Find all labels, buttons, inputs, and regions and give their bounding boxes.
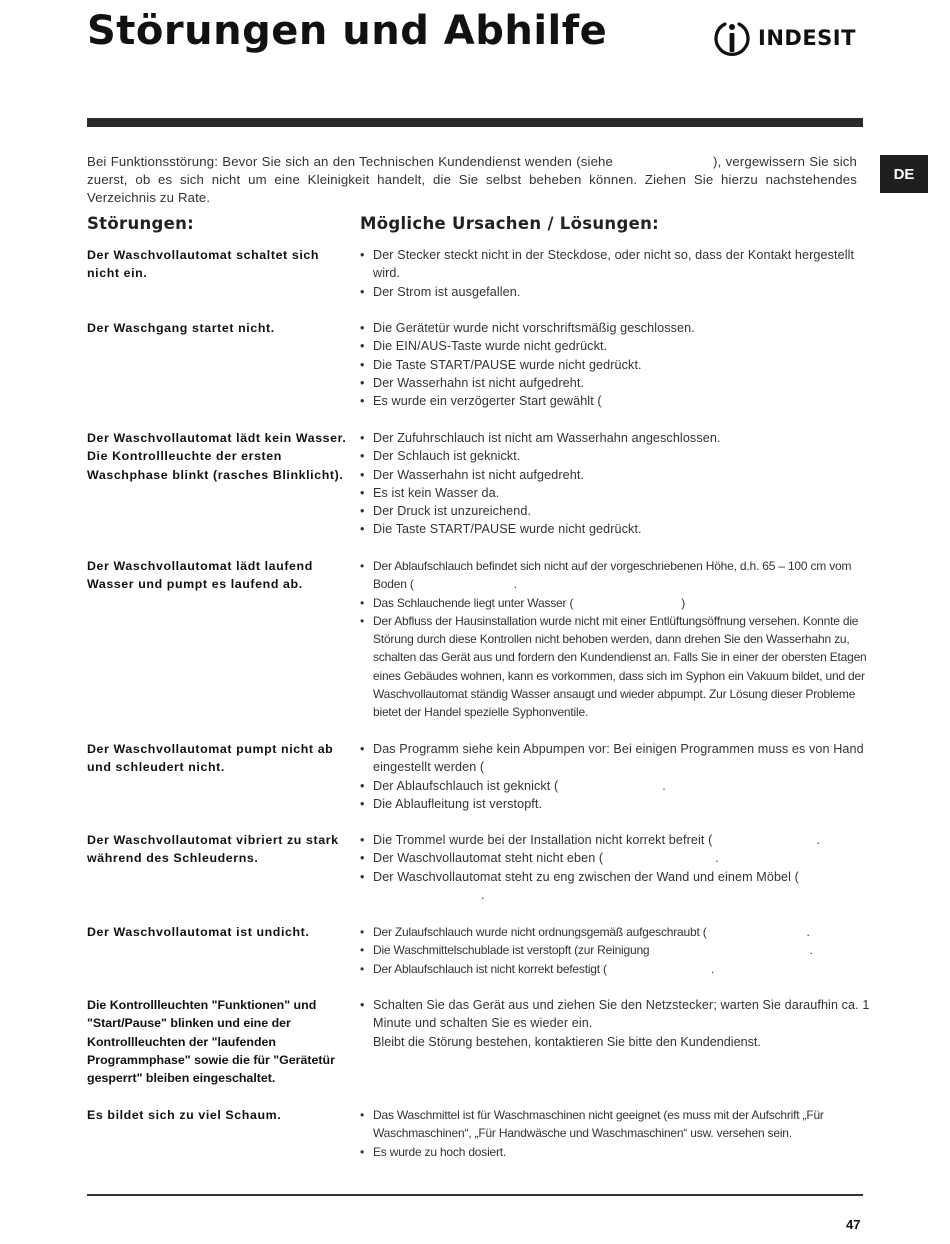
- cause-list: [360, 831, 870, 904]
- cause-item: • Der Wasserhahn ist nicht aufgedreht.: [360, 467, 585, 482]
- cause-item: • Der Zufuhrschlauch ist nicht am Wasserhahn angeschlossen.: [360, 431, 721, 445]
- cause-item: • Der Strom ist ausgefallen.: [360, 284, 521, 299]
- cause-item: • Der Stecker steckt nicht in der Steckdose, oder nicht so, dass der Kontakt hergestellt wird.: [360, 248, 855, 281]
- problem-text: Der Waschvollautomat schaltet sich nicht ein.: [87, 248, 320, 281]
- problems-heading: Störungen:: [87, 214, 195, 233]
- cause-item: • Es ist kein Wasser da.: [360, 485, 500, 500]
- cause-item: • Das Programm siehe kein Abpumpen vor: Bei einigen Programmen muss es von Hand eingestellt werden (: [360, 742, 864, 775]
- problem-text: Es bildet sich zu viel Schaum.: [87, 1108, 282, 1122]
- cause-item: • Es wurde zu hoch dosiert.: [360, 1144, 507, 1159]
- cause-item: • Der Ablaufschlauch befindet sich nicht auf der vorgeschriebenen Höhe, d.h. 65 – 100 cm vom Boden ( .: [360, 559, 852, 592]
- cause-item: • Es wurde ein verzögerter Start gewählt (: [360, 394, 602, 409]
- cause-list: [360, 246, 870, 301]
- cause-item: • Der Ablaufschlauch ist nicht korrekt befestigt ( .: [360, 961, 714, 976]
- cause-list: [360, 319, 870, 410]
- problem-text: Der Waschvollautomat ist undicht.: [87, 925, 310, 939]
- indesit-logo-icon: [712, 18, 752, 58]
- cause-item: • Das Schlauchende liegt unter Wasser ( ): [360, 595, 686, 610]
- cause-item: • Das Waschmittel ist für Waschmaschinen nicht geeignet (es muss mit der Aufschrift „Für Waschmaschinen“, „Für Handwäsche und Waschmaschinen“ usw. versehen sein.: [360, 1108, 824, 1141]
- problem-text: Der Waschvollautomat pumpt nicht ab und schleudert nicht.: [87, 742, 334, 775]
- cause-item: • Die Ablaufleitung ist verstopft.: [360, 796, 543, 811]
- page-number: 47: [846, 1217, 861, 1232]
- intro-part2: ), vergewissern Sie sich zuerst, ob es sich nicht um eine Kleinigkeit handelt, die Sie selbst beheben können. Ziehen Sie hierzu nachstehendes Verzeichnis zu Rate.: [87, 154, 857, 205]
- cause-item: • Die Taste START/PAUSE wurde nicht gedrückt.: [360, 357, 642, 372]
- cause-item: • Die Taste START/PAUSE wurde nicht gedrückt.: [360, 522, 642, 537]
- cause-list: [360, 996, 870, 1033]
- cause-list: [360, 429, 870, 539]
- intro-text: [87, 153, 857, 207]
- brand-logo: [712, 18, 856, 58]
- causes-heading: Mögliche Ursachen / Lösungen:: [360, 214, 660, 233]
- cause-item: • Der Ablaufschlauch ist geknickt ( .: [360, 778, 666, 793]
- problem-text: Die Kontrollleuchten "Funktionen" und "Start/Pause" blinken und eine der Kontrollleuchten der "laufenden Programmphase" sowie die für "Gerätetür gesperrt" bleiben eingeschaltet.: [87, 998, 335, 1086]
- cause-item: • Der Abfluss der Hausinstallation wurde nicht mit einer Entlüftungsöffnung versehen. Konnte die Störung durch diese Kontrollen nicht behoben werden, dann drehen Sie den Wasserhahn zu, schalten das Gerät aus und fordern den Kundendienst an. Falls Sie in einer der obersten Etagen eines Gebäudes wohnen, kann es vorkommen, dass sich im Syphon ein Vakuum bildet, und der Waschvollautomat ständig Wasser ansaugt und wieder abpumpt. Zur Lösung dieser Probleme bietet der Handel spezielle Syphonventile.: [360, 613, 867, 720]
- cause-list: [360, 923, 870, 978]
- cause-item: • Der Schlauch ist geknickt.: [360, 449, 521, 464]
- cause-item: • Der Waschvollautomat steht nicht eben ( .: [360, 851, 719, 866]
- header-rule: [87, 118, 863, 127]
- cause-item: • Der Waschvollautomat steht zu eng zwischen der Wand und einem Möbel (.: [360, 869, 799, 902]
- cause-list: [360, 1106, 870, 1161]
- brand-name: INDESIT: [758, 26, 856, 50]
- cause-item: • Der Zulaufschlauch wurde nicht ordnungsgemäß aufgeschraubt ( .: [360, 925, 810, 939]
- problem-text: Der Waschgang startet nicht.: [87, 321, 275, 335]
- cause-item: • Der Druck ist unzureichend.: [360, 504, 532, 519]
- cause-list: [360, 557, 870, 722]
- cause-item: • Die EIN/AUS-Taste wurde nicht gedrückt.: [360, 339, 608, 354]
- problem-text: Der Waschvollautomat lädt laufend Wasser und pumpt es laufend ab.: [87, 559, 313, 592]
- intro-part1: Bei Funktionsstörung: Bevor Sie sich an den Technischen Kundendienst wenden (siehe: [87, 154, 614, 169]
- page-title: Störungen und Abhilfe: [87, 8, 608, 54]
- problem-text: Der Waschvollautomat lädt kein Wasser. Die Kontrollleuchte der ersten Waschphase blinkt (rasches Blinklicht).: [87, 431, 347, 482]
- footer-rule: [87, 1194, 863, 1196]
- cause-item: • Die Trommel wurde bei der Installation nicht korrekt befreit ( .: [360, 833, 820, 847]
- cause-item: • Schalten Sie das Gerät aus und ziehen Sie den Netzstecker; warten Sie daraufhin ca. 1 Minute und schalten Sie es wieder ein.: [360, 998, 870, 1031]
- cause-item: • Die Gerätetür wurde nicht vorschriftsmäßig geschlossen.: [360, 321, 695, 335]
- problem-text: Der Waschvollautomat vibriert zu stark während des Schleuderns.: [87, 833, 339, 866]
- cause-item: • Die Waschmittelschublade ist verstopft (zur Reinigung .: [360, 943, 813, 958]
- cause-list: [360, 740, 870, 813]
- cause-item: • Der Wasserhahn ist nicht aufgedreht.: [360, 375, 585, 390]
- cause-note: Bleibt die Störung bestehen, kontaktieren Sie bitte den Kundendienst.: [373, 1035, 761, 1049]
- language-tab: DE: [880, 155, 928, 193]
